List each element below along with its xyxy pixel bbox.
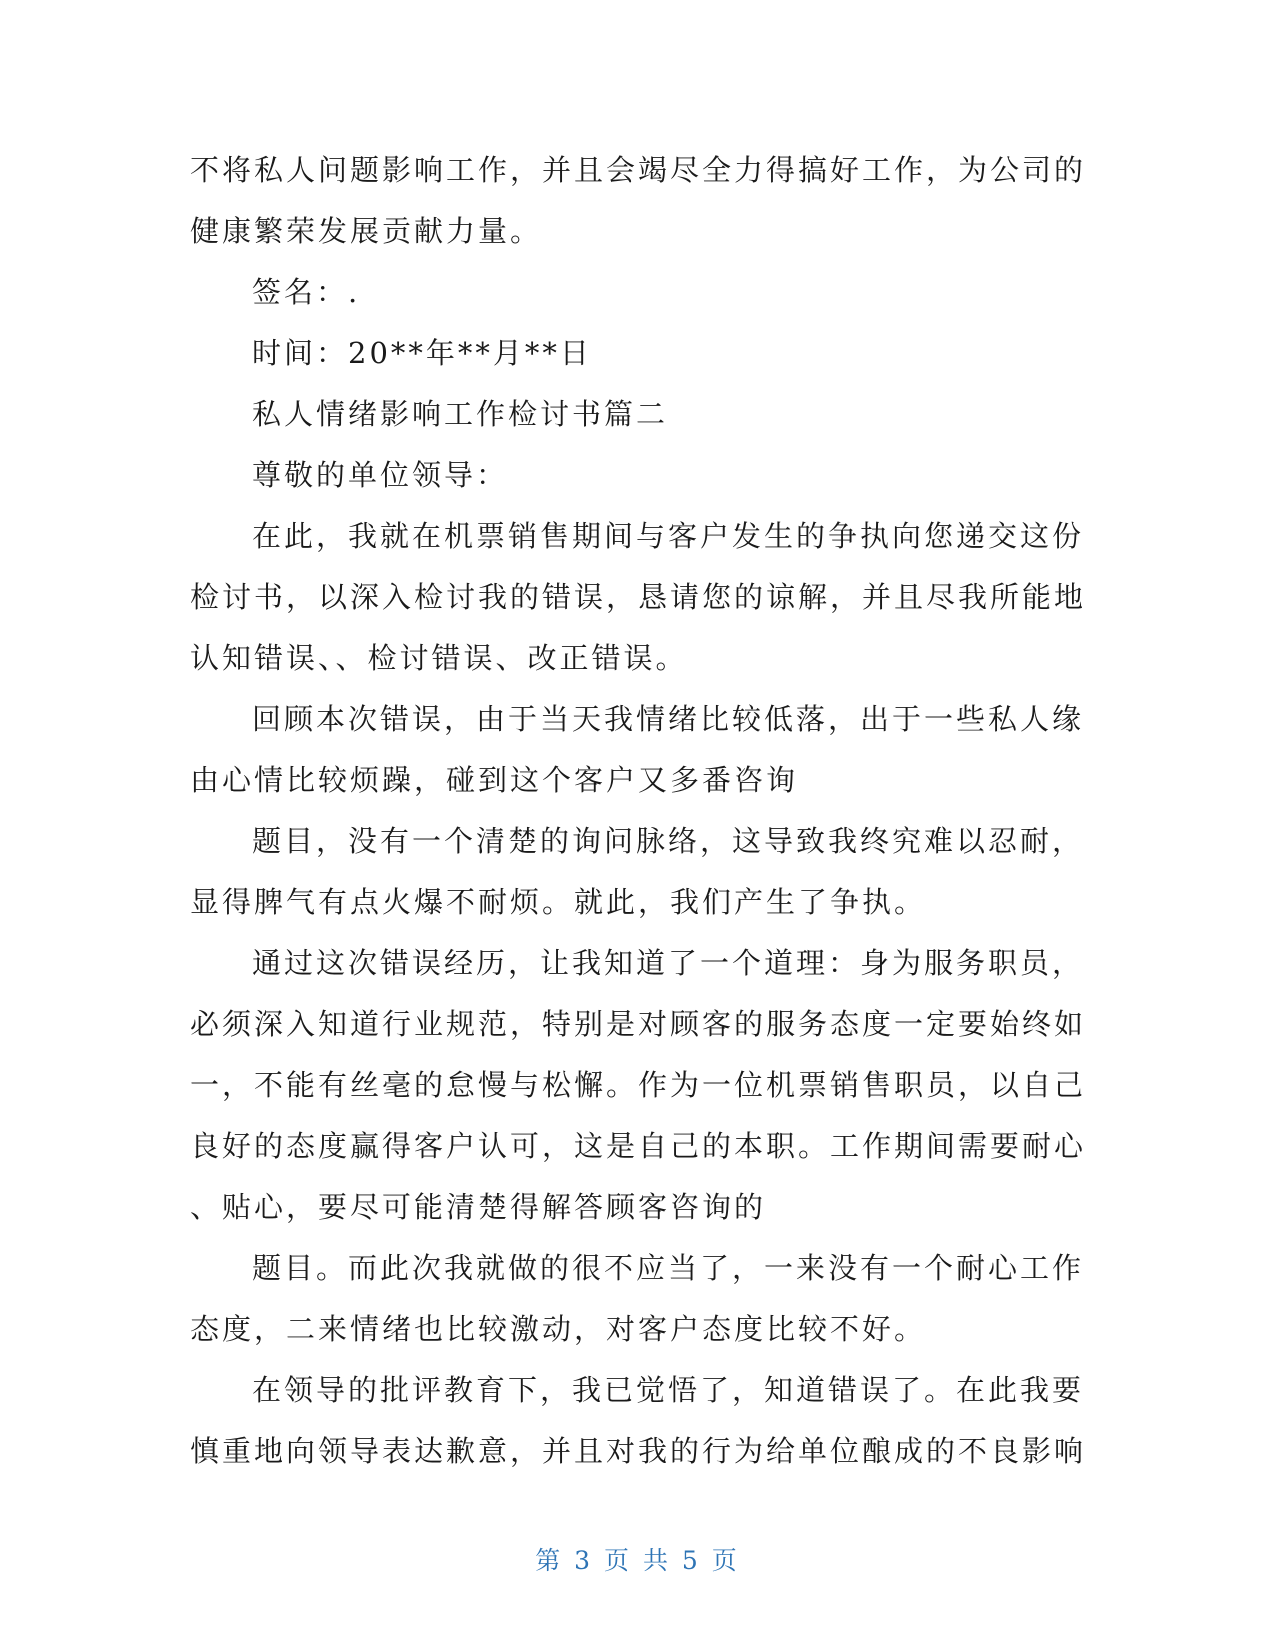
text-line: 慎重地向领导表达歉意，并且对我的行为给单位酿成的不良影响 xyxy=(190,1434,1087,1468)
text-line: 通过这次错误经历，让我知道了一个道理：身为服务职员， xyxy=(252,946,1085,980)
text-line: 检讨书，以深入检讨我的错误，恳请您的谅解，并且尽我所能地 xyxy=(190,580,1087,614)
text-line: 显得脾气有点火爆不耐烦。就此，我们产生了争执。 xyxy=(190,885,927,919)
text-line: 回顾本次错误，由于当天我情绪比较低落，出于一些私人缘 xyxy=(252,702,1085,736)
text-line: 题目，没有一个清楚的询问脉络，这导致我终究难以忍耐， xyxy=(252,824,1085,858)
text-line: 在此，我就在机票销售期间与客户发生的争执向您递交这份 xyxy=(252,519,1085,553)
section-title: 私人情绪影响工作检讨书篇二 xyxy=(252,397,669,431)
text-line: 在领导的批评教育下，我已觉悟了，知道错误了。在此我要 xyxy=(252,1373,1085,1407)
text-line: 不将私人问题影响工作，并且会竭尽全力得搞好工作，为公司的 xyxy=(190,153,1087,187)
text-line: 认知错误、、检讨错误、改正错误。 xyxy=(190,641,688,675)
salutation: 尊敬的单位领导： xyxy=(252,458,509,492)
text-line: 、贴心，要尽可能清楚得解答顾客咨询的 xyxy=(190,1190,767,1224)
page-number-footer: 第 3 页 共 5 页 xyxy=(535,1546,740,1575)
text-line: 题目。而此次我就做的很不应当了，一来没有一个耐心工作 xyxy=(252,1251,1085,1285)
text-line: 由心情比较烦躁，碰到这个客户又多番咨询 xyxy=(190,763,799,797)
date-line: 时间：20**年**月**日 xyxy=(252,336,592,370)
text-line: 良好的态度赢得客户认可，这是自己的本职。工作期间需要耐心 xyxy=(190,1129,1087,1163)
document-body xyxy=(190,140,1087,1482)
text-line: 一，不能有丝毫的怠慢与松懈。作为一位机票销售职员，以自己 xyxy=(190,1068,1087,1102)
text-line: 态度，二来情绪也比较激动，对客户态度比较不好。 xyxy=(190,1312,927,1346)
text-line: 必须深入知道行业规范，特别是对顾客的服务态度一定要始终如 xyxy=(190,1007,1087,1041)
text-line: 健康繁荣发展贡献力量。 xyxy=(190,214,543,248)
signature-line: 签名：. xyxy=(252,275,361,309)
